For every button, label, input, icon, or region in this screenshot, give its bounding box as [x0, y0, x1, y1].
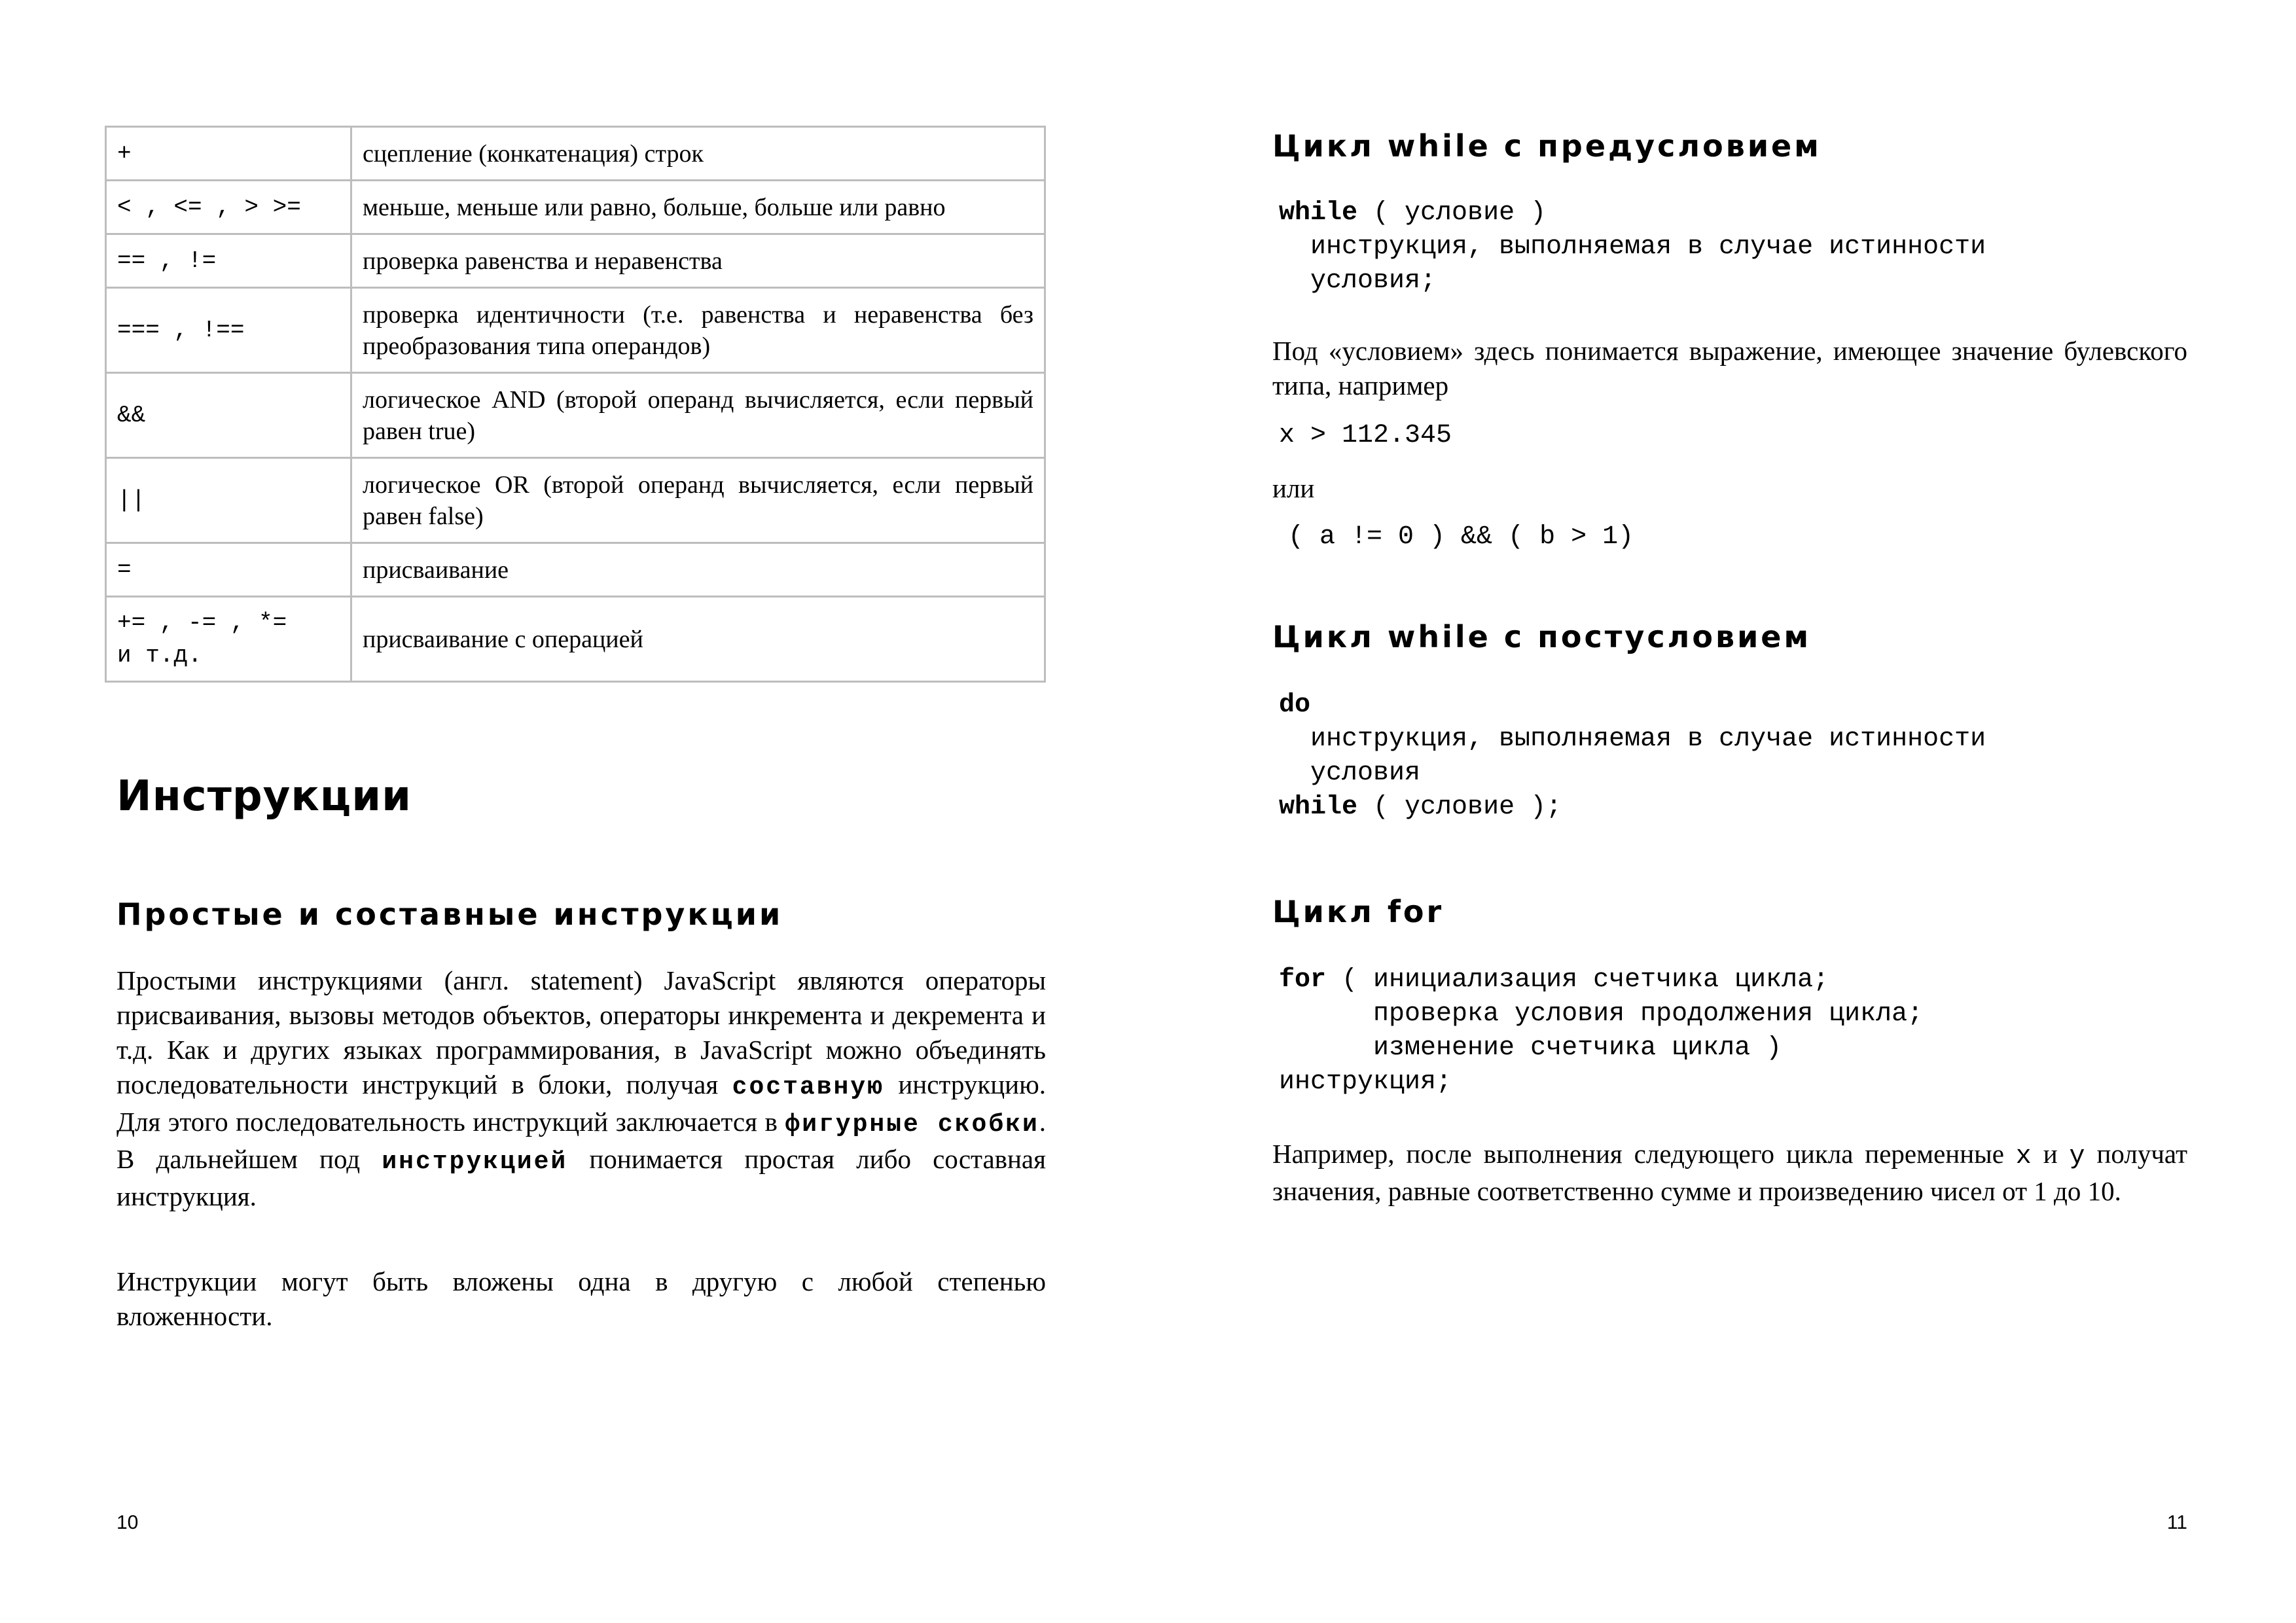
heading-for-loop: Цикл for: [1272, 894, 1444, 929]
table-row: [106, 597, 1045, 682]
code-example-1: x > 112.345: [1279, 421, 1452, 450]
heading-while-postcondition: Цикл while с постусловием: [1272, 619, 1812, 654]
operator-cell: === , !==: [106, 288, 351, 373]
code-example-2: ( a != 0 ) && ( b > 1): [1288, 522, 1634, 552]
code-do-while: do инструкция, выполняемая в случае истинности условия while ( условие );: [1279, 690, 1986, 822]
text-or: или: [1272, 473, 1315, 503]
operator-cell: == , !=: [106, 234, 351, 288]
operator-cell: =: [106, 543, 351, 597]
paragraph-simple-compound: Простыми инструкциями (англ. statement) JavaScript являются операторы присваивания, вызовы методов объектов, операторы инкремента и декремента и т.д. Как и других языках программирования, в JavaScript можно объединять последовательности инструкций в блоки, получая составную инструкцию. Для этого последовательность инструкций заключается в фигурные скобки. В дальнейшем под инструкцией понимается простая либо составная инструкция.: [117, 965, 1046, 1211]
paragraph-nesting: Инструкции могут быть вложены одна в другую с любой степенью вложенности.: [117, 1266, 1046, 1331]
table-row: [106, 127, 1045, 181]
operator-cell: += , -= , *= и т.д.: [106, 597, 351, 682]
paragraph-condition: Под «условием» здесь понимается выражение, имеющее значение булевского типа, например: [1272, 336, 2187, 401]
operators-table: [105, 126, 1046, 683]
table-row: [106, 458, 1045, 543]
operator-cell: ||: [106, 458, 351, 543]
paragraph-example-loop: Например, после выполнения следующего цикла переменные x и y получат значения, равные соответственно сумме и произведению чисел от 1 до 10.: [1272, 1139, 2187, 1206]
heading-while-precondition: Цикл while с предусловием: [1272, 128, 1821, 164]
description-cell: присваивание с операцией: [351, 597, 1045, 682]
description-cell: присваивание: [351, 543, 1045, 597]
description-cell: проверка идентичности (т.е. равенства и неравенства без преобразования типа операндов): [351, 288, 1045, 373]
page-number-right: 11: [2166, 1512, 2187, 1533]
table-row: [106, 373, 1045, 458]
table-row: [106, 234, 1045, 288]
operator-cell: +: [106, 127, 351, 181]
description-cell: сцепление (конкатенация) строк: [351, 127, 1045, 181]
page-number-left: 10: [117, 1512, 139, 1533]
description-cell: логическое AND (второй операнд вычисляется, если первый равен true): [351, 373, 1045, 458]
description-cell: логическое OR (второй операнд вычисляется, если первый равен false): [351, 458, 1045, 543]
operator-cell: &&: [106, 373, 351, 458]
table-row: [106, 543, 1045, 597]
table-row: [106, 181, 1045, 234]
right-page: [1148, 0, 2296, 1623]
code-for-loop: for ( инициализация счетчика цикла; проверка условия продолжения цикла; изменение счетчика цикла ) инструкция;: [1279, 965, 1924, 1097]
operator-cell: < , <= , > >=: [106, 181, 351, 234]
description-cell: проверка равенства и неравенства: [351, 234, 1045, 288]
description-cell: меньше, меньше или равно, больше, больше или равно: [351, 181, 1045, 234]
section-title: Инструкции: [117, 772, 412, 821]
subsection-title: Простые и составные инструкции: [117, 897, 783, 932]
code-while-precondition: while ( условие ) инструкция, выполняемая в случае истинности условия;: [1279, 198, 1986, 296]
table-row: [106, 288, 1045, 373]
